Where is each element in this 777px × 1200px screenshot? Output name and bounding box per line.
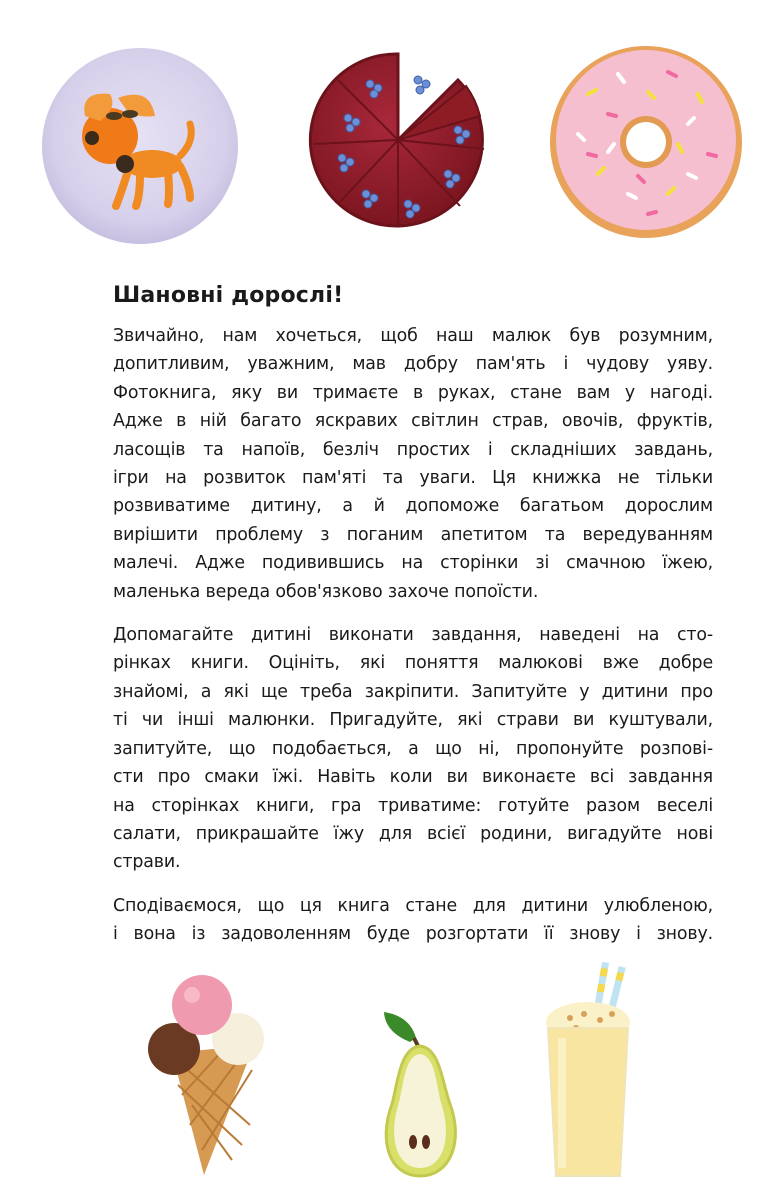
pear-illustration [370,1012,470,1182]
fruit-dog-plate-illustration [40,46,240,246]
milkshake-illustration [540,962,640,1182]
text-line: знайомі, а які ще треба закріпити. Запитуйте у дитини про [113,681,713,702]
text-line: допитливим, уважним, мав добру пам'ять і чудову уяву. [113,354,713,375]
text-line: Сподіваємося, що ця книга стане для дитини улюбленою, [113,895,713,916]
text-line: Звичайно, нам хочеться, щоб наш малюк був розумним, [113,326,713,346]
text-line: ті чи інші малюнки. Пригадуйте, які страви ви куштували, [113,710,713,731]
text-line: Допомагайте дитині виконати завдання, наведені на сто- [113,625,713,646]
text-line: малечі. Адже подивившись на сторінки зі смачною їжею, [113,553,713,574]
pink-donut-illustration [548,44,744,240]
paragraph-2 [113,621,713,877]
text-line: розвиватиме дитину, а й допоможе багатьом дорослим [113,496,713,517]
page-title: Шановні дорослі! [113,283,344,308]
text-line: на сторінках книги, гра триватиме: готуйте разом веселі [113,795,713,816]
text-line: маленька вереда обов'язково захоче попоїсти. [113,581,539,602]
text-line: ласощів та напоїв, безліч простих і складніших завдань, [113,439,713,460]
ice-cream-cone-illustration [142,975,272,1175]
text-line: Адже в ній багато яскравих світлин страв, овочів, фруктів, [113,411,713,432]
text-line: Фотокнига, яку ви тримаєте в руках, стане вам у нагоді. [113,382,713,403]
paragraph-1 [113,322,713,606]
text-line: сти про смаки їжі. Навіть коли ви виконаєте всі завдання [113,767,713,788]
text-line: вирішити проблему з поганим апетитом та вередуванням [113,524,713,545]
text-line: салати, прикрашайте їжу для всієї родини, вигадуйте нові [113,823,713,844]
text-line: страви. [113,852,181,873]
text-line: запитуйте, що подобається, а що ні, пропонуйте розпові- [113,738,713,759]
blueberry-tart-illustration [308,44,488,234]
text-line: рінках книги. Оцініть, які поняття малюкові вже добре [113,653,713,674]
text-line: ігри на розвиток пам'яті та уваги. Ця книжка не тільки [113,468,713,489]
article [113,283,713,964]
paragraph-3 [113,892,713,949]
text-line: і вона із задоволенням буде розгортати її знову і знову. [113,924,713,945]
